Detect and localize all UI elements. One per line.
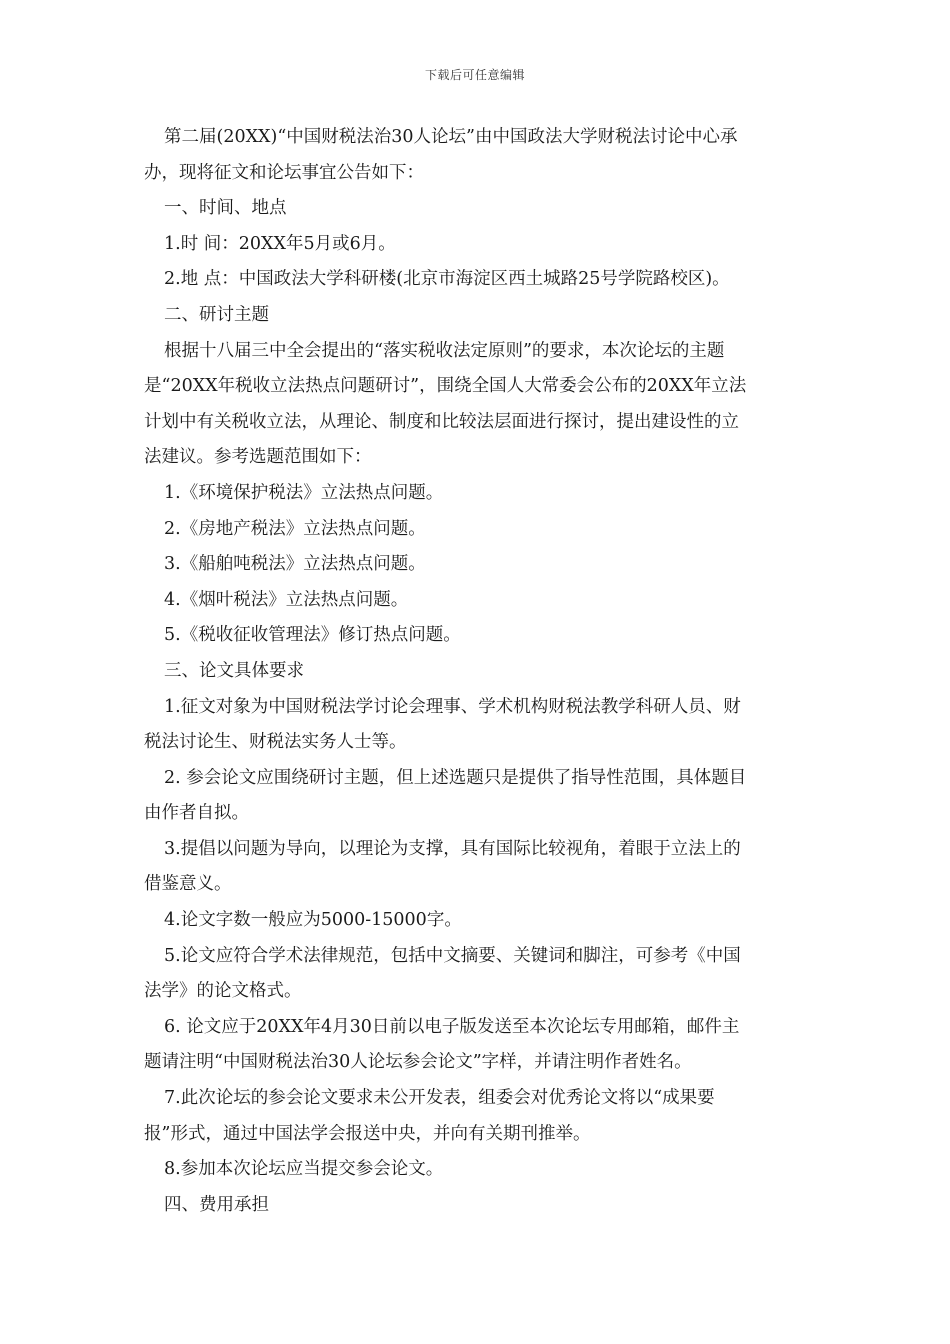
text-line: 三、论文具体要求: [164, 660, 304, 681]
text-line: 4.《烟叶税法》立法热点问题。: [164, 589, 409, 610]
text-line: 5.《税收征收管理法》修订热点问题。: [164, 625, 461, 646]
text-line: 法学》的论文格式。: [144, 981, 302, 1002]
text-line: 3.提倡以问题为导向，以理论为支撑，具有国际比较视角，着眼于立法上的: [164, 838, 741, 859]
text-line: 报”形式，通过中国法学会报送中央，并向有关期刊推举。: [144, 1123, 591, 1144]
text-line: 2.地 点：中国政法大学科研楼(北京市海淀区西土城路25号学院路校区)。: [164, 269, 730, 290]
text-line: 法建议。参考选题范围如下：: [144, 447, 372, 468]
text-line: 7.此次论坛的参会论文要求未公开发表，组委会对优秀论文将以“成果要: [164, 1088, 715, 1109]
text-line: 一、时间、地点: [164, 198, 287, 219]
text-line: 1.时 间：20XX年5月或6月。: [164, 233, 396, 254]
text-line: 8.参加本次论坛应当提交参会论文。: [164, 1159, 444, 1180]
text-line: 四、费用承担: [164, 1194, 269, 1215]
text-line: 1.《环境保护税法》立法热点问题。: [164, 482, 444, 503]
text-line: 题请注明“中国财税法治30人论坛参会论文”字样，并请注明作者姓名。: [144, 1052, 692, 1073]
text-line: 5.论文应符合学术法律规范，包括中文摘要、关键词和脚注，可参考《中国: [164, 945, 741, 966]
text-line: 第二届(20XX)“中国财税法治30人论坛”由中国政法大学财税法讨论中心承: [164, 127, 738, 147]
text-line: 4.论文字数一般应为5000-15000字。: [164, 910, 462, 931]
text-line: 办，现将征文和论坛事宜公告如下：: [144, 162, 424, 183]
page-header: 下载后可任意编辑: [424, 68, 525, 82]
text-line: 借鉴意义。: [144, 874, 232, 895]
text-line: 6. 论文应于20XX年4月30日前以电子版发送至本次论坛专用邮箱，邮件主: [164, 1016, 740, 1037]
text-line: 税法讨论生、财税法实务人士等。: [144, 732, 407, 753]
text-line: 根据十八届三中全会提出的“落实税收法定原则”的要求，本次论坛的主题: [164, 340, 725, 361]
text-line: 2.《房地产税法》立法热点问题。: [164, 518, 426, 539]
text-line: 2. 参会论文应围绕研讨主题，但上述选题只是提供了指导性范围，具体题目: [164, 767, 747, 788]
document-body: [144, 120, 808, 1223]
text-line: 由作者自拟。: [144, 803, 249, 824]
text-line: 计划中有关税收立法，从理论、制度和比较法层面进行探讨，提出建设性的立: [144, 411, 739, 432]
text-line: 3.《船舶吨税法》立法热点问题。: [164, 554, 426, 575]
text-line: 是“20XX年税收立法热点问题研讨”，围绕全国人大常委会公布的20XX年立法: [144, 376, 747, 397]
text-line: 1.征文对象为中国财税法学讨论会理事、学术机构财税法教学科研人员、财: [164, 696, 741, 717]
text-line: 二、研讨主题: [164, 304, 269, 325]
